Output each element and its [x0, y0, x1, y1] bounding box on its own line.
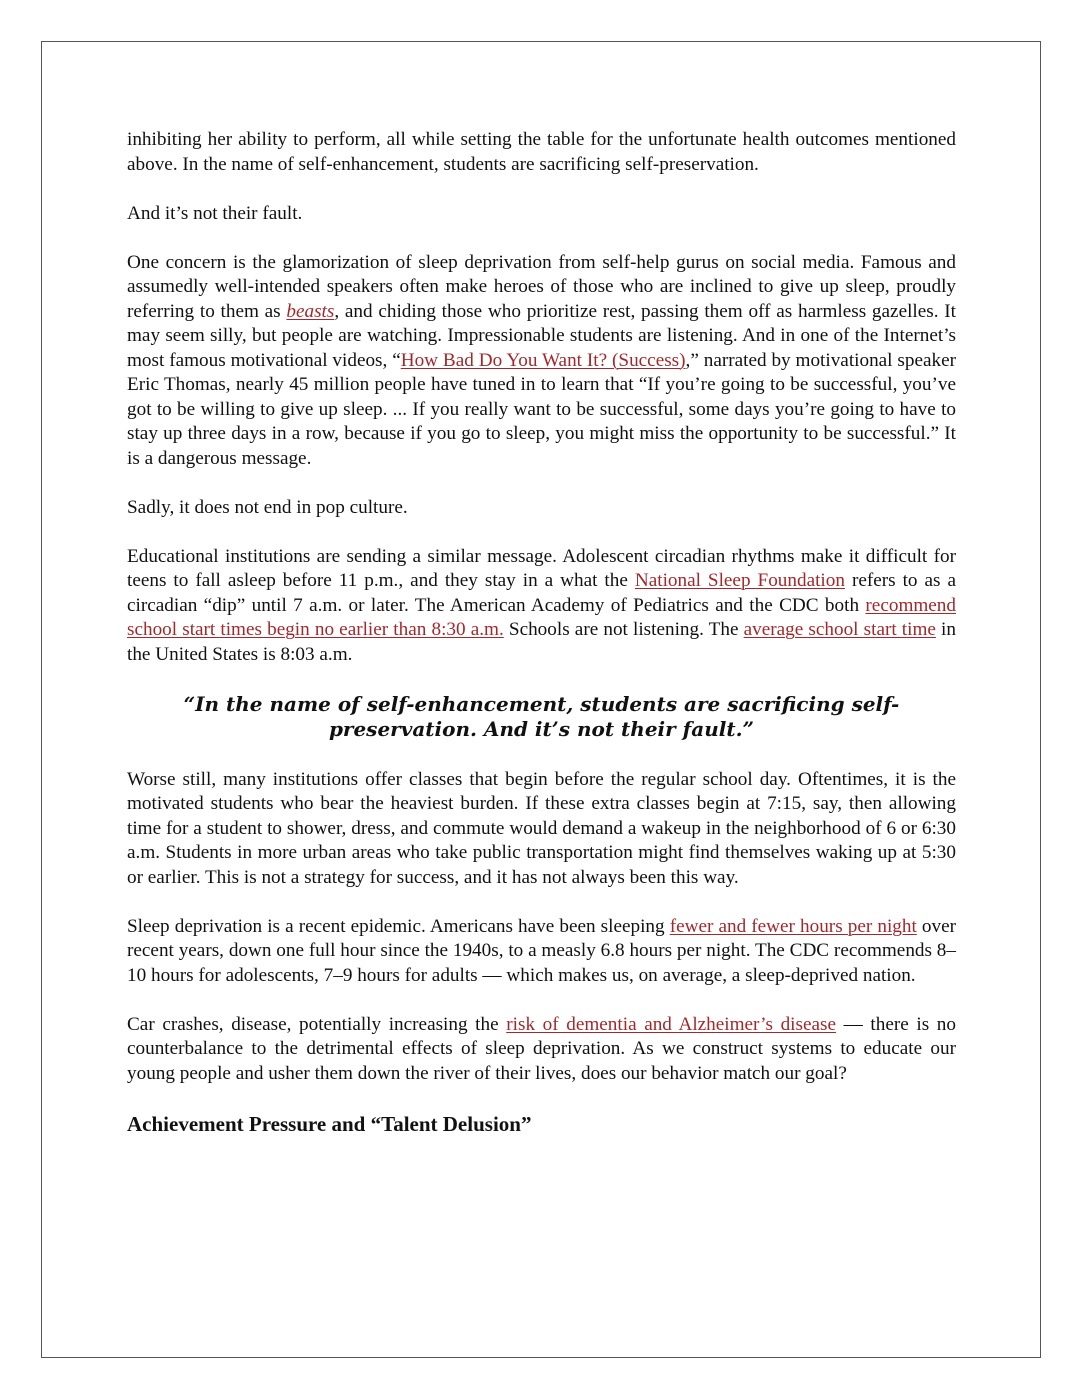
paragraph-text: Sleep deprivation is a recent epidemic. Americans have been sleeping [127, 915, 670, 937]
paragraph-car-crashes [127, 1013, 956, 1087]
paragraph-text: — there is no counterbalance to the detrimental effects of sleep deprivation. As we construct systems to educate our young people and usher them down the river of their lives, does our behavior match our goal? [127, 1013, 956, 1084]
paragraph-educational-institutions [127, 545, 956, 668]
link-beasts[interactable]: beasts [286, 300, 335, 322]
paragraph-text: over recent years, down one full hour since the 1940s, to a measly 6.8 hours per night. The CDC recommends 8–10 hours for adolescents, 7–9 hours for adults — which makes us, on average, a sleep-deprived nation. [127, 915, 957, 986]
section-heading: Achievement Pressure and “Talent Delusion” [127, 1111, 532, 1136]
paragraph-self-preservation: inhibiting her ability to perform, all while setting the table for the unfortunate health outcomes mentioned above. In the name of self-enhancement, students are sacrificing self-preservation. [127, 129, 956, 175]
paragraph-text: Educational institutions are sending a similar message. Adolescent circadian rhythms make it difficult for teens to fall asleep before 11 p.m., and they stay in a what the [127, 545, 956, 591]
paragraph-glamorization [127, 251, 956, 472]
paragraph-sleep-epidemic [127, 915, 956, 989]
paragraph-worse-still: Worse still, many institutions offer classes that begin before the regular school day. Oftentimes, it is the motivated students who bear the heaviest burden. If these extra classes begin at 7:15, say, then allowing time for a student to shower, dress, and commute would demand a wakeup in the neighborhood of 6 or 6:30 a.m. Students in more urban areas who take public transportation might find themselves waking up at 5:30 or earlier. This is not a strategy for success, and it has not always been this way. [127, 768, 956, 888]
paragraph-text: , and chiding those who prioritize rest, passing them off as harmless gazelles. It may seem silly, but people are watching. Impressionable students are listening. And in one of the Internet’s most famous motivational videos, “ [127, 300, 956, 371]
paragraph-text: One concern is the glamorization of sleep deprivation from self-help gurus on social media. Famous and assumedly well-intended speakers often make heroes of those who are inclined to give up sleep, proudly referring to them as [127, 251, 956, 322]
paragraph-text: ,” narrated by motivational speaker Eric Thomas, nearly 45 million people have tuned in to learn that “If you’re going to be successful, you’ve got to be willing to give up sleep. ... If you really want to be successful, some days you’re going to have to stay up three days in a row, because if you go to sleep, you might miss the opportunity to be successful.” It is a dangerous message. [127, 349, 956, 469]
link-recommend-school-start-times[interactable]: recommend school start times begin no earlier than 8:30 a.m. [127, 594, 956, 640]
pull-quote: “In the name of self-enhancement, students are sacrificing self-preservation. And it’s not their fault.” [183, 691, 900, 741]
link-how-bad-do-you-want-it[interactable]: How Bad Do You Want It? (Success) [400, 349, 686, 371]
paragraph-pop-culture: Sadly, it does not end in pop culture. [127, 496, 408, 518]
link-national-sleep-foundation[interactable]: National Sleep Foundation [634, 570, 845, 591]
link-dementia-alzheimers[interactable]: risk of dementia and Alzheimer’s disease [506, 1013, 836, 1035]
link-average-school-start-time[interactable]: average school start time [743, 619, 936, 640]
paragraph-text: refers to as a circadian “dip” until 7 a.m. or later. The American Academy of Pediatrics and the CDC both [127, 570, 956, 616]
document-body [127, 128, 956, 1137]
link-fewer-hours-per-night[interactable]: fewer and fewer hours per night [669, 915, 917, 937]
paragraph-text: Car crashes, disease, potentially increasing the [127, 1013, 507, 1035]
paragraph-not-their-fault: And it’s not their fault. [127, 202, 303, 224]
paragraph-text: Schools are not listening. The [503, 619, 744, 640]
paragraph-text: in the United States is 8:03 a.m. [127, 619, 956, 665]
